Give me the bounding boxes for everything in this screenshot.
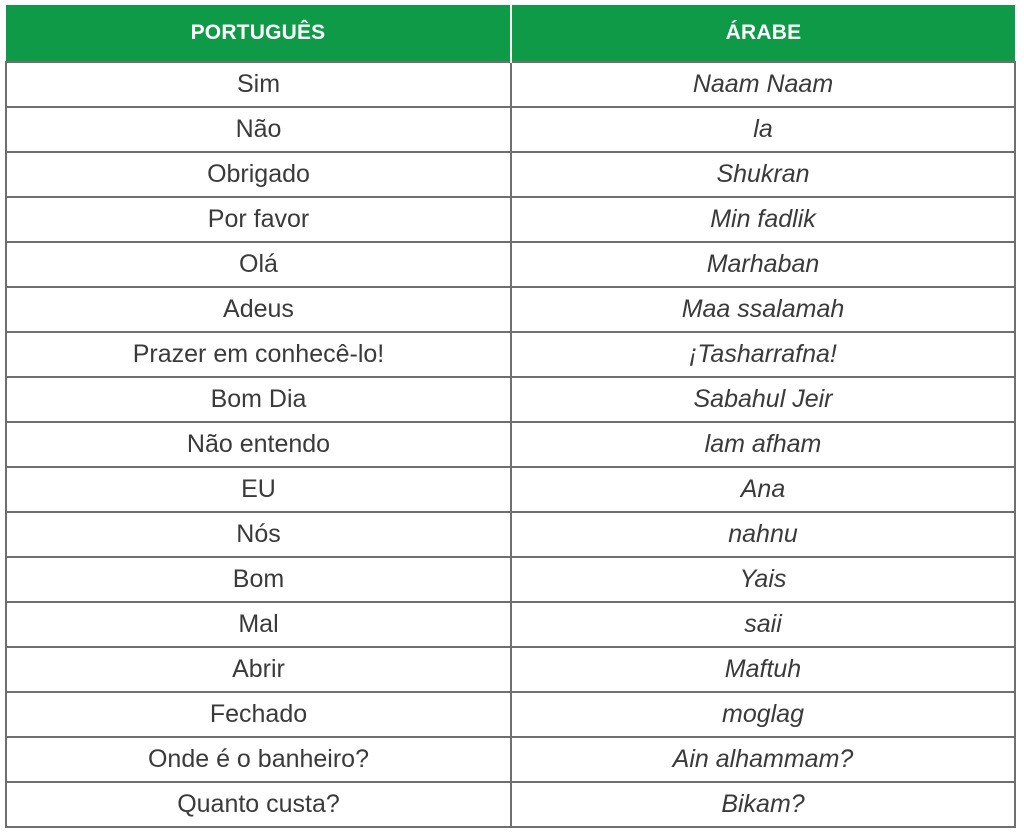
portuguese-cell: Bom Dia: [6, 377, 511, 422]
arabic-cell: la: [511, 107, 1015, 152]
arabic-cell: Shukran: [511, 152, 1015, 197]
table-row: [6, 197, 1015, 242]
table-row: [6, 377, 1015, 422]
phrase-table-container: [5, 5, 1014, 828]
portuguese-cell: Onde é o banheiro?: [6, 737, 511, 782]
arabic-cell: Min fadlik: [511, 197, 1015, 242]
portuguese-cell: Olá: [6, 242, 511, 287]
portuguese-cell: Sim: [6, 62, 511, 107]
portuguese-cell: Prazer em conhecê-lo!: [6, 332, 511, 377]
table-row: [6, 557, 1015, 602]
portuguese-cell: Mal: [6, 602, 511, 647]
table-row: [6, 692, 1015, 737]
table-row: [6, 242, 1015, 287]
table-row: [6, 782, 1015, 827]
arabic-cell: Naam Naam: [511, 62, 1015, 107]
header-arabic: ÁRABE: [511, 5, 1015, 62]
table-row: [6, 602, 1015, 647]
arabic-cell: nahnu: [511, 512, 1015, 557]
portuguese-cell: Obrigado: [6, 152, 511, 197]
arabic-cell: Maftuh: [511, 647, 1015, 692]
phrase-table: [5, 5, 1016, 828]
arabic-cell: lam afham: [511, 422, 1015, 467]
table-row: [6, 107, 1015, 152]
portuguese-cell: Não: [6, 107, 511, 152]
arabic-cell: Ana: [511, 467, 1015, 512]
table-row: [6, 422, 1015, 467]
table-row: [6, 287, 1015, 332]
table-row: [6, 647, 1015, 692]
header-row: [6, 5, 1015, 62]
arabic-cell: Yais: [511, 557, 1015, 602]
arabic-cell: Marhaban: [511, 242, 1015, 287]
table-row: [6, 332, 1015, 377]
table-row: [6, 512, 1015, 557]
arabic-cell: ¡Tasharrafna!: [511, 332, 1015, 377]
arabic-cell: saii: [511, 602, 1015, 647]
portuguese-cell: Bom: [6, 557, 511, 602]
arabic-cell: Maa ssalamah: [511, 287, 1015, 332]
table-row: [6, 152, 1015, 197]
arabic-cell: Sabahul Jeir: [511, 377, 1015, 422]
portuguese-cell: EU: [6, 467, 511, 512]
table-row: [6, 737, 1015, 782]
portuguese-cell: Não entendo: [6, 422, 511, 467]
portuguese-cell: Nós: [6, 512, 511, 557]
portuguese-cell: Adeus: [6, 287, 511, 332]
portuguese-cell: Fechado: [6, 692, 511, 737]
table-row: [6, 62, 1015, 107]
arabic-cell: Bikam?: [511, 782, 1015, 827]
portuguese-cell: Quanto custa?: [6, 782, 511, 827]
header-portuguese: PORTUGUÊS: [6, 5, 511, 62]
portuguese-cell: Abrir: [6, 647, 511, 692]
arabic-cell: Ain alhammam?: [511, 737, 1015, 782]
portuguese-cell: Por favor: [6, 197, 511, 242]
arabic-cell: moglag: [511, 692, 1015, 737]
table-row: [6, 467, 1015, 512]
